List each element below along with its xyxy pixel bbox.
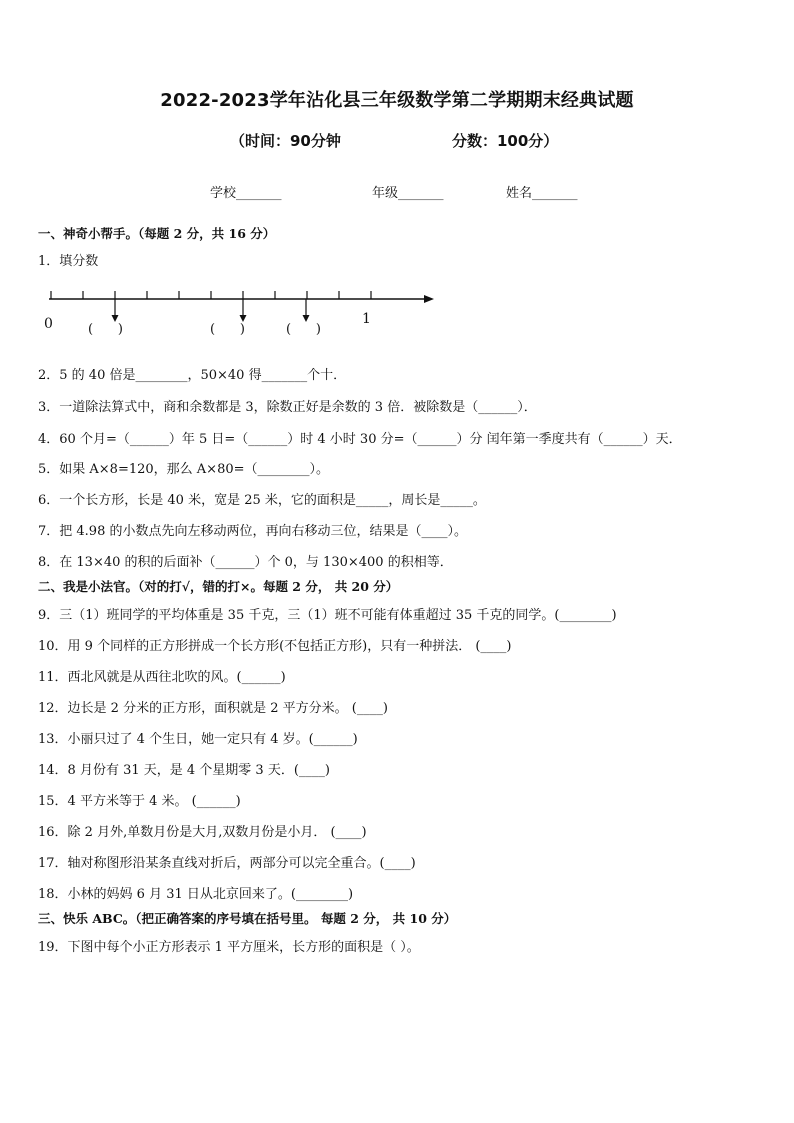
answer-blank-3[interactable]: ( ) — [286, 322, 321, 337]
answer-blank-2[interactable]: ( ) — [210, 322, 245, 337]
question-6: 6．一个长方形，长是 40 米，宽是 25 米，它的面积是_____，周长是_____。 — [38, 493, 486, 508]
name-field[interactable]: 姓名_______ — [506, 186, 578, 201]
question-16: 16．除 2 月外,单数月份是大月,双数月份是小月． (____) — [38, 825, 367, 840]
question-9: 9．三（1）班同学的平均体重是 35 千克，三（1）班不可能有体重超过 35 千克的同学。(________) — [38, 608, 617, 623]
number-line-zero: 0 — [44, 316, 53, 332]
number-line-graphic — [40, 280, 440, 350]
section-2-heading: 二、我是小法官。（对的打√，错的打×。每题 2 分， 共 20 分） — [38, 579, 399, 594]
marker-arrowhead-2 — [240, 315, 247, 322]
exam-time: （时间：90分钟 — [230, 132, 341, 150]
question-5: 5．如果 A×8=120，那么 A×80=（________）。 — [38, 462, 330, 477]
section-3-heading: 三、快乐 ABC。（把正确答案的序号填在括号里。 每题 2 分， 共 10 分） — [38, 911, 457, 926]
number-line-arrowhead — [424, 295, 434, 303]
marker-arrowhead-3 — [303, 315, 310, 322]
number-line-ticks — [51, 291, 371, 299]
number-line-markers — [112, 299, 310, 322]
exam-score: 分数：100分） — [452, 132, 559, 150]
answer-blank-1[interactable]: ( ) — [88, 322, 123, 337]
grade-field[interactable]: 年级_______ — [372, 186, 444, 201]
number-line-one: 1 — [362, 311, 371, 327]
question-19: 19．下图中每个小正方形表示 1 平方厘米，长方形的面积是（ ）。 — [38, 940, 420, 955]
section-1-heading: 一、神奇小帮手。（每题 2 分，共 16 分） — [38, 226, 276, 241]
question-18: 18．小林的妈妈 6 月 31 日从北京回来了。(________) — [38, 887, 354, 902]
question-4: 4．60 个月=（______）年 5 日=（______）时 4 小时 30 分=（______）分 闰年第一季度共有（______）天． — [38, 432, 682, 447]
question-14: 14．8 月份有 31 天，是 4 个星期零 3 天．(____) — [38, 763, 330, 778]
question-11: 11．西北风就是从西往北吹的风。(______) — [38, 670, 286, 685]
question-3: 3．一道除法算式中，商和余数都是 3，除数正好是余数的 3 倍．被除数是（______）． — [38, 400, 537, 415]
question-15: 15．4 平方米等于 4 米。 (______) — [38, 794, 241, 809]
exam-title: 2022-2023学年沾化县三年级数学第二学期期末经典试题 — [160, 90, 634, 111]
marker-arrowhead-1 — [112, 315, 119, 322]
question-7: 7．把 4.98 的小数点先向左移动两位，再向右移动三位，结果是（____）。 — [38, 524, 467, 539]
question-8: 8．在 13×40 的积的后面补（______）个 0，与 130×400 的积相等． — [38, 555, 453, 570]
school-field[interactable]: 学校_______ — [210, 186, 282, 201]
question-12: 12．边长是 2 分米的正方形，面积就是 2 平方分米。 (____) — [38, 701, 388, 716]
question-10: 10．用 9 个同样的正方形拼成一个长方形(不包括正方形)，只有一种拼法． (____) — [38, 639, 512, 654]
number-line — [40, 280, 440, 350]
question-2: 2．5 的 40 倍是________，50×40 得_______个十． — [38, 368, 347, 383]
question-1: 1．填分数 — [38, 254, 99, 269]
question-17: 17．轴对称图形沿某条直线对折后，两部分可以完全重合。(____) — [38, 856, 416, 871]
question-13: 13．小丽只过了 4 个生日，她一定只有 4 岁。(______) — [38, 732, 358, 747]
